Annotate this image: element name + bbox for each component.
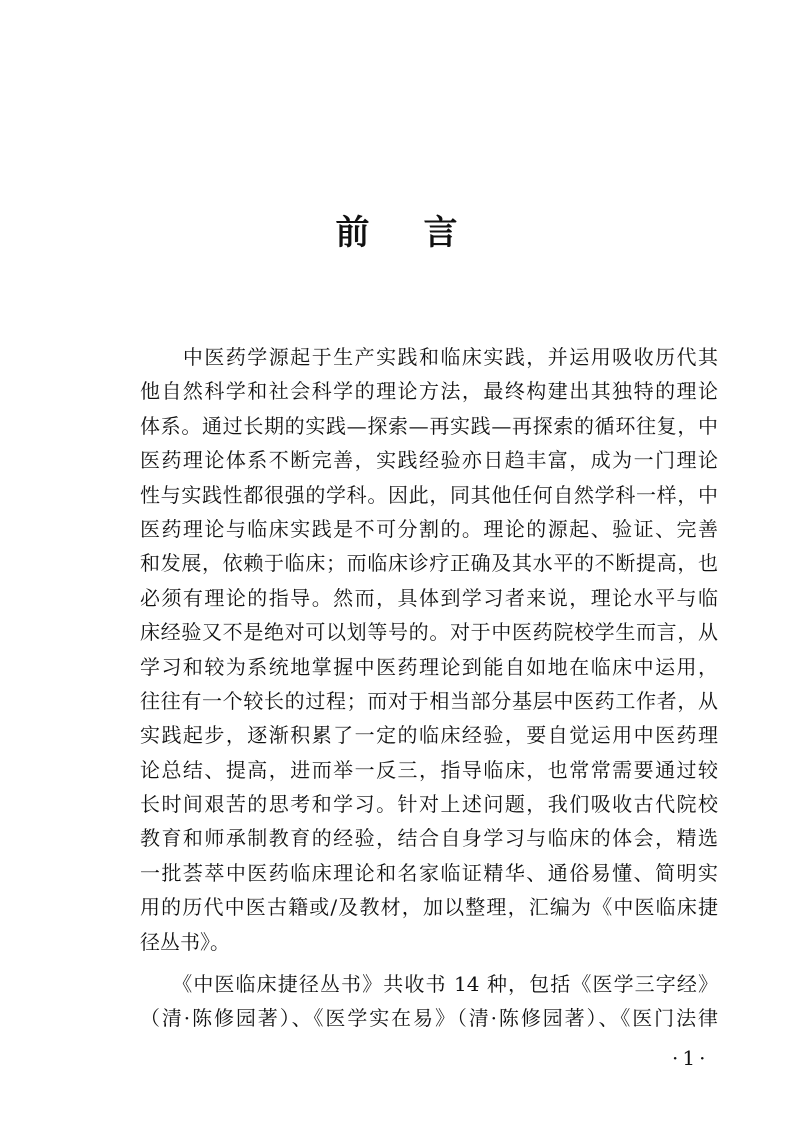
text-line: 性与实践性都很强的学科。因此，同其他任何自然学科一样，中 bbox=[140, 482, 718, 507]
text-line: 和发展，依赖于临床；而临床诊疗正确及其水平的不断提高，也 bbox=[140, 551, 718, 576]
text-line: 用的历代中医古籍或/及教材，加以整理，汇编为《中医临床捷 bbox=[140, 895, 718, 920]
text-line: 他自然科学和社会科学的理论方法，最终构建出其独特的理论 bbox=[140, 379, 718, 404]
text-line: 一批荟萃中医药临床理论和名家临证精华、通俗易懂、简明实 bbox=[140, 860, 718, 885]
paragraph-1 bbox=[140, 340, 718, 959]
text-line: 长时间艰苦的思考和学习。针对上述问题，我们吸收古代院校 bbox=[140, 792, 718, 817]
text-line: （清·陈修园著）、《医学实在易》（清·陈修园著）、《医门法律 bbox=[140, 1006, 718, 1031]
text-line: 床经验又不是绝对可以划等号的。对于中医药院校学生而言，从 bbox=[140, 620, 718, 645]
text-line: 教育和师承制教育的经验，结合自身学习与临床的体会，精选 bbox=[140, 826, 718, 851]
text-line: 医药理论体系不断完善，实践经验亦日趋丰富，成为一门理论 bbox=[140, 448, 718, 473]
text-line: 必须有理论的指导。然而，具体到学习者来说，理论水平与临 bbox=[140, 585, 718, 610]
text-line: 径丛书》。 bbox=[140, 929, 230, 954]
text-line: 往往有一个较长的过程；而对于相当部分基层中医药工作者，从 bbox=[140, 688, 718, 713]
text-line: 医药理论与临床实践是不可分割的。理论的源起、验证、完善 bbox=[140, 516, 718, 541]
page-number: ·1· bbox=[672, 1046, 710, 1070]
text-line: 论总结、提高，进而举一反三，指导临床，也常常需要通过较 bbox=[140, 757, 718, 782]
text-line: 学习和较为系统地掌握中医药理论到能自如地在临床中运用， bbox=[140, 654, 718, 679]
preface-body bbox=[140, 340, 718, 1036]
text-line: 体系。通过长期的实践—探索—再实践—再探索的循环往复，中 bbox=[140, 413, 718, 438]
text-line: 《中医临床捷径丛书》共收书 14 种，包括《医学三字经》 bbox=[140, 972, 718, 997]
text-line: 中医药学源起于生产实践和临床实践，并运用吸收历代其 bbox=[140, 345, 718, 369]
paragraph-2 bbox=[140, 967, 718, 1036]
page-title: 前言 bbox=[335, 213, 512, 253]
paragraph-gap bbox=[140, 959, 718, 967]
text-line: 实践起步，逐渐积累了一定的临床经验，要自觉运用中医药理 bbox=[140, 723, 718, 748]
